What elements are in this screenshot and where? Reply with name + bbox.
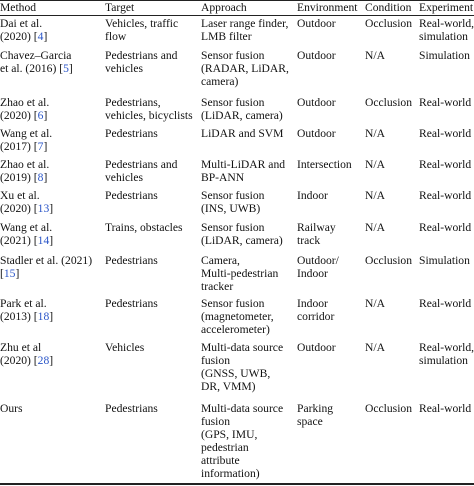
approach-cell: (magnetometer, <box>201 310 274 323</box>
method-cell <box>0 109 47 122</box>
experiment-cell: Simulation <box>419 254 470 267</box>
approach-cell: attribute <box>201 454 240 467</box>
approach-cell: BP-ANN <box>201 171 245 184</box>
reference-link[interactable]: 4 <box>37 30 44 43</box>
column-header: Environment <box>297 1 358 14</box>
method-cell <box>0 171 47 184</box>
experiment-cell: Real-world, <box>419 17 474 30</box>
approach-cell: LMB filter <box>201 30 252 43</box>
environment-cell: Outdoor <box>297 341 336 354</box>
column-header: Target <box>105 1 135 14</box>
table-bottom-rule <box>0 483 474 485</box>
approach-cell: Camera, <box>201 254 240 267</box>
method-text: ] <box>49 310 54 323</box>
reference-link[interactable]: 14 <box>37 234 50 247</box>
approach-cell: (LiDAR, camera) <box>201 109 283 122</box>
target-cell: Pedestrians, <box>105 96 161 109</box>
target-cell: Pedestrians <box>105 254 158 267</box>
method-cell: Ours <box>0 402 23 415</box>
condition-cell: N/A <box>365 297 385 310</box>
approach-cell: fusion <box>201 415 230 428</box>
environment-cell: Indoor <box>297 189 328 202</box>
method-cell: Park et al. <box>0 297 47 310</box>
approach-cell: Laser range finder, <box>201 17 289 30</box>
approach-cell: DR, VMM) <box>201 380 256 393</box>
approach-cell: information) <box>201 467 260 480</box>
target-cell: Pedestrians <box>105 189 158 202</box>
environment-cell: Outdoor <box>297 49 336 62</box>
method-text: ] <box>49 202 54 215</box>
environment-cell: Outdoor <box>297 17 336 30</box>
approach-cell: Multi-LiDAR and <box>201 158 286 171</box>
method-cell <box>0 140 47 153</box>
experiment-cell: simulation <box>419 30 468 43</box>
approach-cell: Sensor fusion <box>201 49 265 62</box>
approach-cell: fusion <box>201 354 230 367</box>
environment-cell: Outdoor/ <box>297 254 339 267</box>
reference-link[interactable]: 18 <box>37 310 50 323</box>
method-text: ] <box>68 62 73 75</box>
condition-cell: Occlusion <box>365 254 413 267</box>
column-header: Experiment <box>419 1 474 14</box>
approach-cell: Multi-data source <box>201 402 284 415</box>
approach-cell: Multi-data source <box>201 341 284 354</box>
approach-cell: Multi-pedestrian <box>201 267 279 280</box>
method-cell <box>0 234 53 247</box>
target-cell: vehicles <box>105 171 143 184</box>
experiment-cell: Real-world, <box>419 341 474 354</box>
method-text: (2013) [ <box>0 310 38 323</box>
target-cell: vehicles <box>105 62 143 75</box>
target-cell: vehicles, bicyclists <box>105 109 193 122</box>
environment-cell: track <box>297 234 321 247</box>
method-text: et al. (2016) [ <box>0 62 64 75</box>
method-cell: Zhu et al <box>0 341 42 354</box>
method-cell: Wang et al. <box>0 127 53 140</box>
method-cell: Dai et al. <box>0 17 43 30</box>
condition-cell: Occlusion <box>365 96 413 109</box>
reference-link[interactable]: 15 <box>3 267 16 280</box>
experiment-cell: Real-world <box>419 127 472 140</box>
method-text: ] <box>49 354 54 367</box>
experiment-cell: simulation <box>419 354 468 367</box>
method-cell: Xu et al. <box>0 189 40 202</box>
method-text: (2020) [ <box>0 202 38 215</box>
experiment-cell: Real-world <box>419 221 472 234</box>
condition-cell: N/A <box>365 127 385 140</box>
target-cell: Pedestrians <box>105 127 158 140</box>
condition-cell: N/A <box>365 158 385 171</box>
environment-cell: Intersection <box>297 158 352 171</box>
experiment-cell: Simulation <box>419 49 470 62</box>
target-cell: Pedestrians and <box>105 158 178 171</box>
reference-link[interactable]: 13 <box>37 202 50 215</box>
method-cell: Chavez–Garcia <box>0 49 72 62</box>
condition-cell: Occlusion <box>365 402 413 415</box>
approach-cell: Sensor fusion <box>201 189 265 202</box>
method-text: ] <box>43 30 48 43</box>
target-cell: Vehicles, traffic <box>105 17 179 30</box>
reference-link[interactable]: 7 <box>37 140 44 153</box>
reference-link[interactable]: 5 <box>63 62 69 75</box>
experiment-cell: Real-world <box>419 402 472 415</box>
condition-cell: N/A <box>365 221 385 234</box>
approach-cell: tracker <box>201 280 234 293</box>
condition-cell: N/A <box>365 189 385 202</box>
approach-cell: (INS, UWB) <box>201 202 261 215</box>
experiment-cell: Real-world <box>419 189 472 202</box>
approach-cell: Sensor fusion <box>201 96 265 109</box>
method-cell <box>0 354 53 367</box>
environment-cell: Railway <box>297 221 336 234</box>
method-cell <box>0 310 53 323</box>
method-text: (2019) [ <box>0 171 38 184</box>
target-cell: Pedestrians <box>105 297 158 310</box>
method-text: (2021) [ <box>0 234 38 247</box>
approach-cell: (GNSS, UWB, <box>201 367 271 380</box>
method-cell: Wang et al. <box>0 221 53 234</box>
target-cell: Vehicles <box>105 341 145 354</box>
method-text: (2020) [ <box>0 109 38 122</box>
approach-cell: (GPS, IMU, <box>201 428 258 441</box>
method-cell: Zhao et al. <box>0 96 50 109</box>
method-text: [ <box>0 267 4 280</box>
approach-cell: (LiDAR, camera) <box>201 234 283 247</box>
environment-cell: Indoor <box>297 267 328 280</box>
method-cell <box>0 267 19 280</box>
column-header: Condition <box>365 1 412 14</box>
reference-link[interactable]: 28 <box>37 354 50 367</box>
approach-cell: Sensor fusion <box>201 297 265 310</box>
table-header-rule <box>0 15 474 16</box>
method-cell <box>0 202 53 215</box>
reference-link[interactable]: 8 <box>37 171 44 184</box>
method-text: ] <box>43 171 48 184</box>
environment-cell: Outdoor <box>297 96 336 109</box>
approach-cell: accelerometer) <box>201 323 270 336</box>
method-text: (2020) [ <box>0 30 38 43</box>
method-text: ] <box>43 109 48 122</box>
method-cell <box>0 30 47 43</box>
environment-cell: Parking <box>297 402 334 415</box>
target-cell: Pedestrians and <box>105 49 178 62</box>
target-cell: flow <box>105 30 127 43</box>
target-cell: Pedestrians <box>105 402 158 415</box>
experiment-cell: Real-world <box>419 96 472 109</box>
approach-cell: pedestrian <box>201 441 249 454</box>
experiment-cell: Real-world <box>419 297 472 310</box>
reference-link[interactable]: 6 <box>37 109 44 122</box>
environment-cell: corridor <box>297 310 335 323</box>
approach-cell: camera) <box>201 75 239 88</box>
method-text: (2020) [ <box>0 354 38 367</box>
target-cell: Trains, obstacles <box>105 221 183 234</box>
method-text: ] <box>49 234 54 247</box>
condition-cell: N/A <box>365 49 385 62</box>
column-header: Method <box>0 1 37 14</box>
method-text: ] <box>15 267 20 280</box>
method-cell <box>0 62 73 75</box>
experiment-cell: Real-world <box>419 158 472 171</box>
method-text: (2017) [ <box>0 140 38 153</box>
method-cell: Stadler et al. (2021) <box>0 254 93 267</box>
condition-cell: N/A <box>365 341 385 354</box>
condition-cell: Occlusion <box>365 17 413 30</box>
approach-cell: Sensor fusion <box>201 221 265 234</box>
method-text: ] <box>43 140 48 153</box>
method-cell: Zhao et al. <box>0 158 50 171</box>
approach-cell: LiDAR and SVM <box>201 127 284 140</box>
approach-cell: (RADAR, LiDAR, <box>201 62 289 75</box>
environment-cell: space <box>297 415 323 428</box>
environment-cell: Outdoor <box>297 127 336 140</box>
environment-cell: Indoor <box>297 297 328 310</box>
column-header: Approach <box>201 1 247 14</box>
